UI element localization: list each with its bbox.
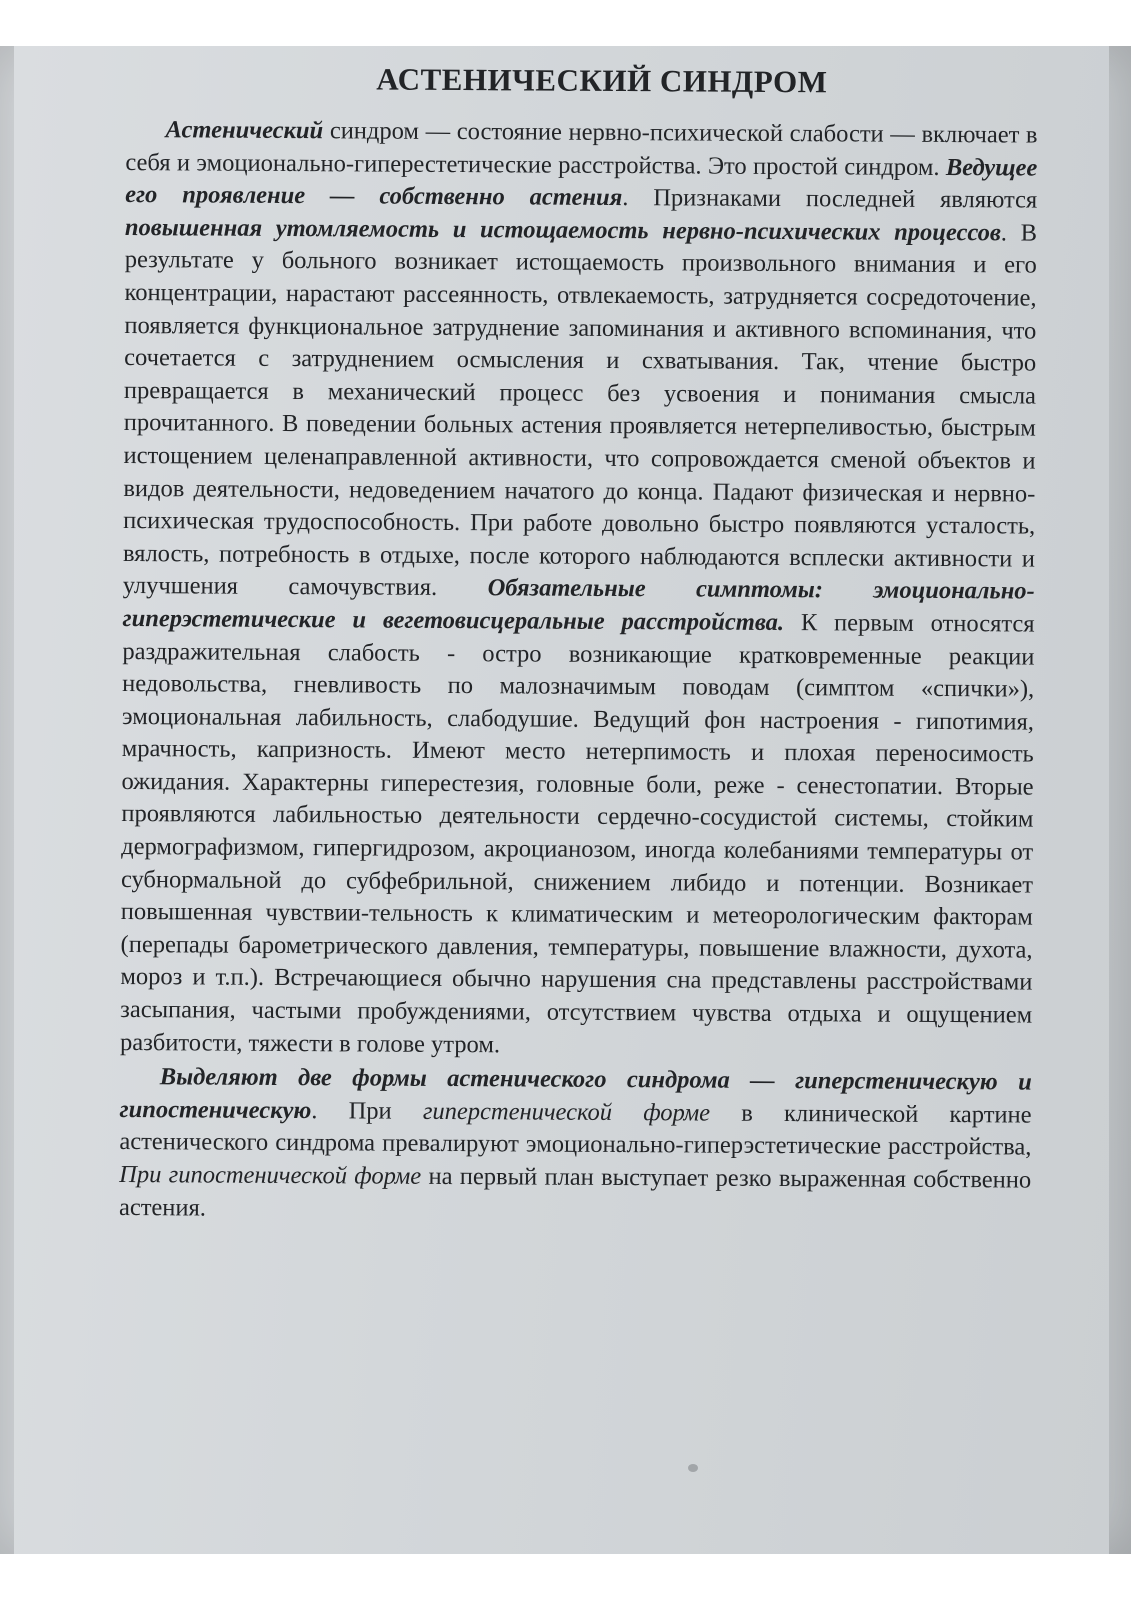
page-title: АСТЕНИЧЕСКИЙ СИНДРОМ [376, 61, 828, 100]
text-run: синдром — состояние нервно-психической слабости — включает в себя и эмоционально-гиперестетические расстройства. Это простой синдром. [125, 117, 1038, 181]
book-page [14, 46, 1109, 1554]
text-run: К первым относятся раздражительная слабость - остро возникающие кратковременные реакции недовольства, гневливость по малозначимым поводам (симптом «спички»), эмоциональная лабильность, слабодушие. Ведущий фон настроения - гипотимия, мрачность, капризность. Имеют место нетерпимость и плохая переносимость ожидания. Характерны гиперестезия, головные боли, реже - сенестопатии. Вторые проявляются лабильностью деятельности сердечно-сосудистой системы, стойким дермографизмом, гипергидрозом, акроцианозом, иногда колебаниями температуры от субнормальной до субфебрильной, снижением либидо и потенции. Возникает повышенная чувствии-тельность к климатическим и метеорологическим факторам (перепады барометрического давления, температуры, повышение влажности, духота, мороз и т.п.). Встречающиеся обычно нарушения сна представлены расстройствами засыпания, частыми пробуждениями, отсутствием чувства отдыха и ощущением разбитости, тяжести в голове утром. [119, 608, 1035, 1058]
scanned-page-photo [0, 46, 1131, 1554]
emphasis-hypersthenic-form: гиперстенической форме [422, 1097, 711, 1127]
emphasis-hyposthenic-form: При гипостенической форме [119, 1160, 422, 1190]
text-run: на первый план выступает резко выраженная собственно астения. [118, 1162, 1032, 1222]
text-run: . При [311, 1096, 423, 1125]
emphasis-mandatory-symptoms: Обязательные симптомы: эмоционально-гиперэстетические и вегетовисцеральные расстройства. [122, 574, 1035, 636]
paragraph-2 [119, 1061, 1032, 1230]
text-run: . В результате у больного возникает истощаемость произвольного внимания и его концентрации, нарастают рассеянность, отвлекаемость, затрудняется сосредоточение, появляется функциональное затруднение запоминания и активного вспоминания, что сочетается с затруднением осмысления и схватывания. Так, чтение быстро превращается в механический процесс без усвоения и понимания смысла прочитанного. В поведении больных астения проявляется нетерпеливостью, быстрым истощением целенаправленной активности, что сопровождается сменой объектов и видов деятельности, недоведением начатого до конца. Падают физическая и нервно-психическая трудоспособность. При работе довольно быстро появляются усталость, вялость, потребность в отдыхе, после которого наблюдаются всплески активности и улучшения самочувствия. [122, 219, 1038, 602]
term-asthenic: Астенический [165, 116, 324, 145]
emphasis-leading-manifestation: Ведущее его проявление — собственно астения [125, 153, 1038, 212]
emphasis-two-forms: Выделяют две формы астенического синдрома — гиперстеническую и гипостеническую [119, 1063, 1032, 1124]
text-run: . Признаками последней являются [622, 184, 1038, 214]
text-run: в клинической картине астенического синдрома превалируют эмоционально-гиперэстетические расстройства, [119, 1099, 1032, 1161]
paper-speck [688, 1464, 698, 1472]
emphasis-fatigue: повышенная утомляемость и истощаемость нервно-психических процессов [124, 213, 1001, 247]
page-content [119, 60, 1038, 1230]
paragraph-1 [120, 114, 1038, 1065]
